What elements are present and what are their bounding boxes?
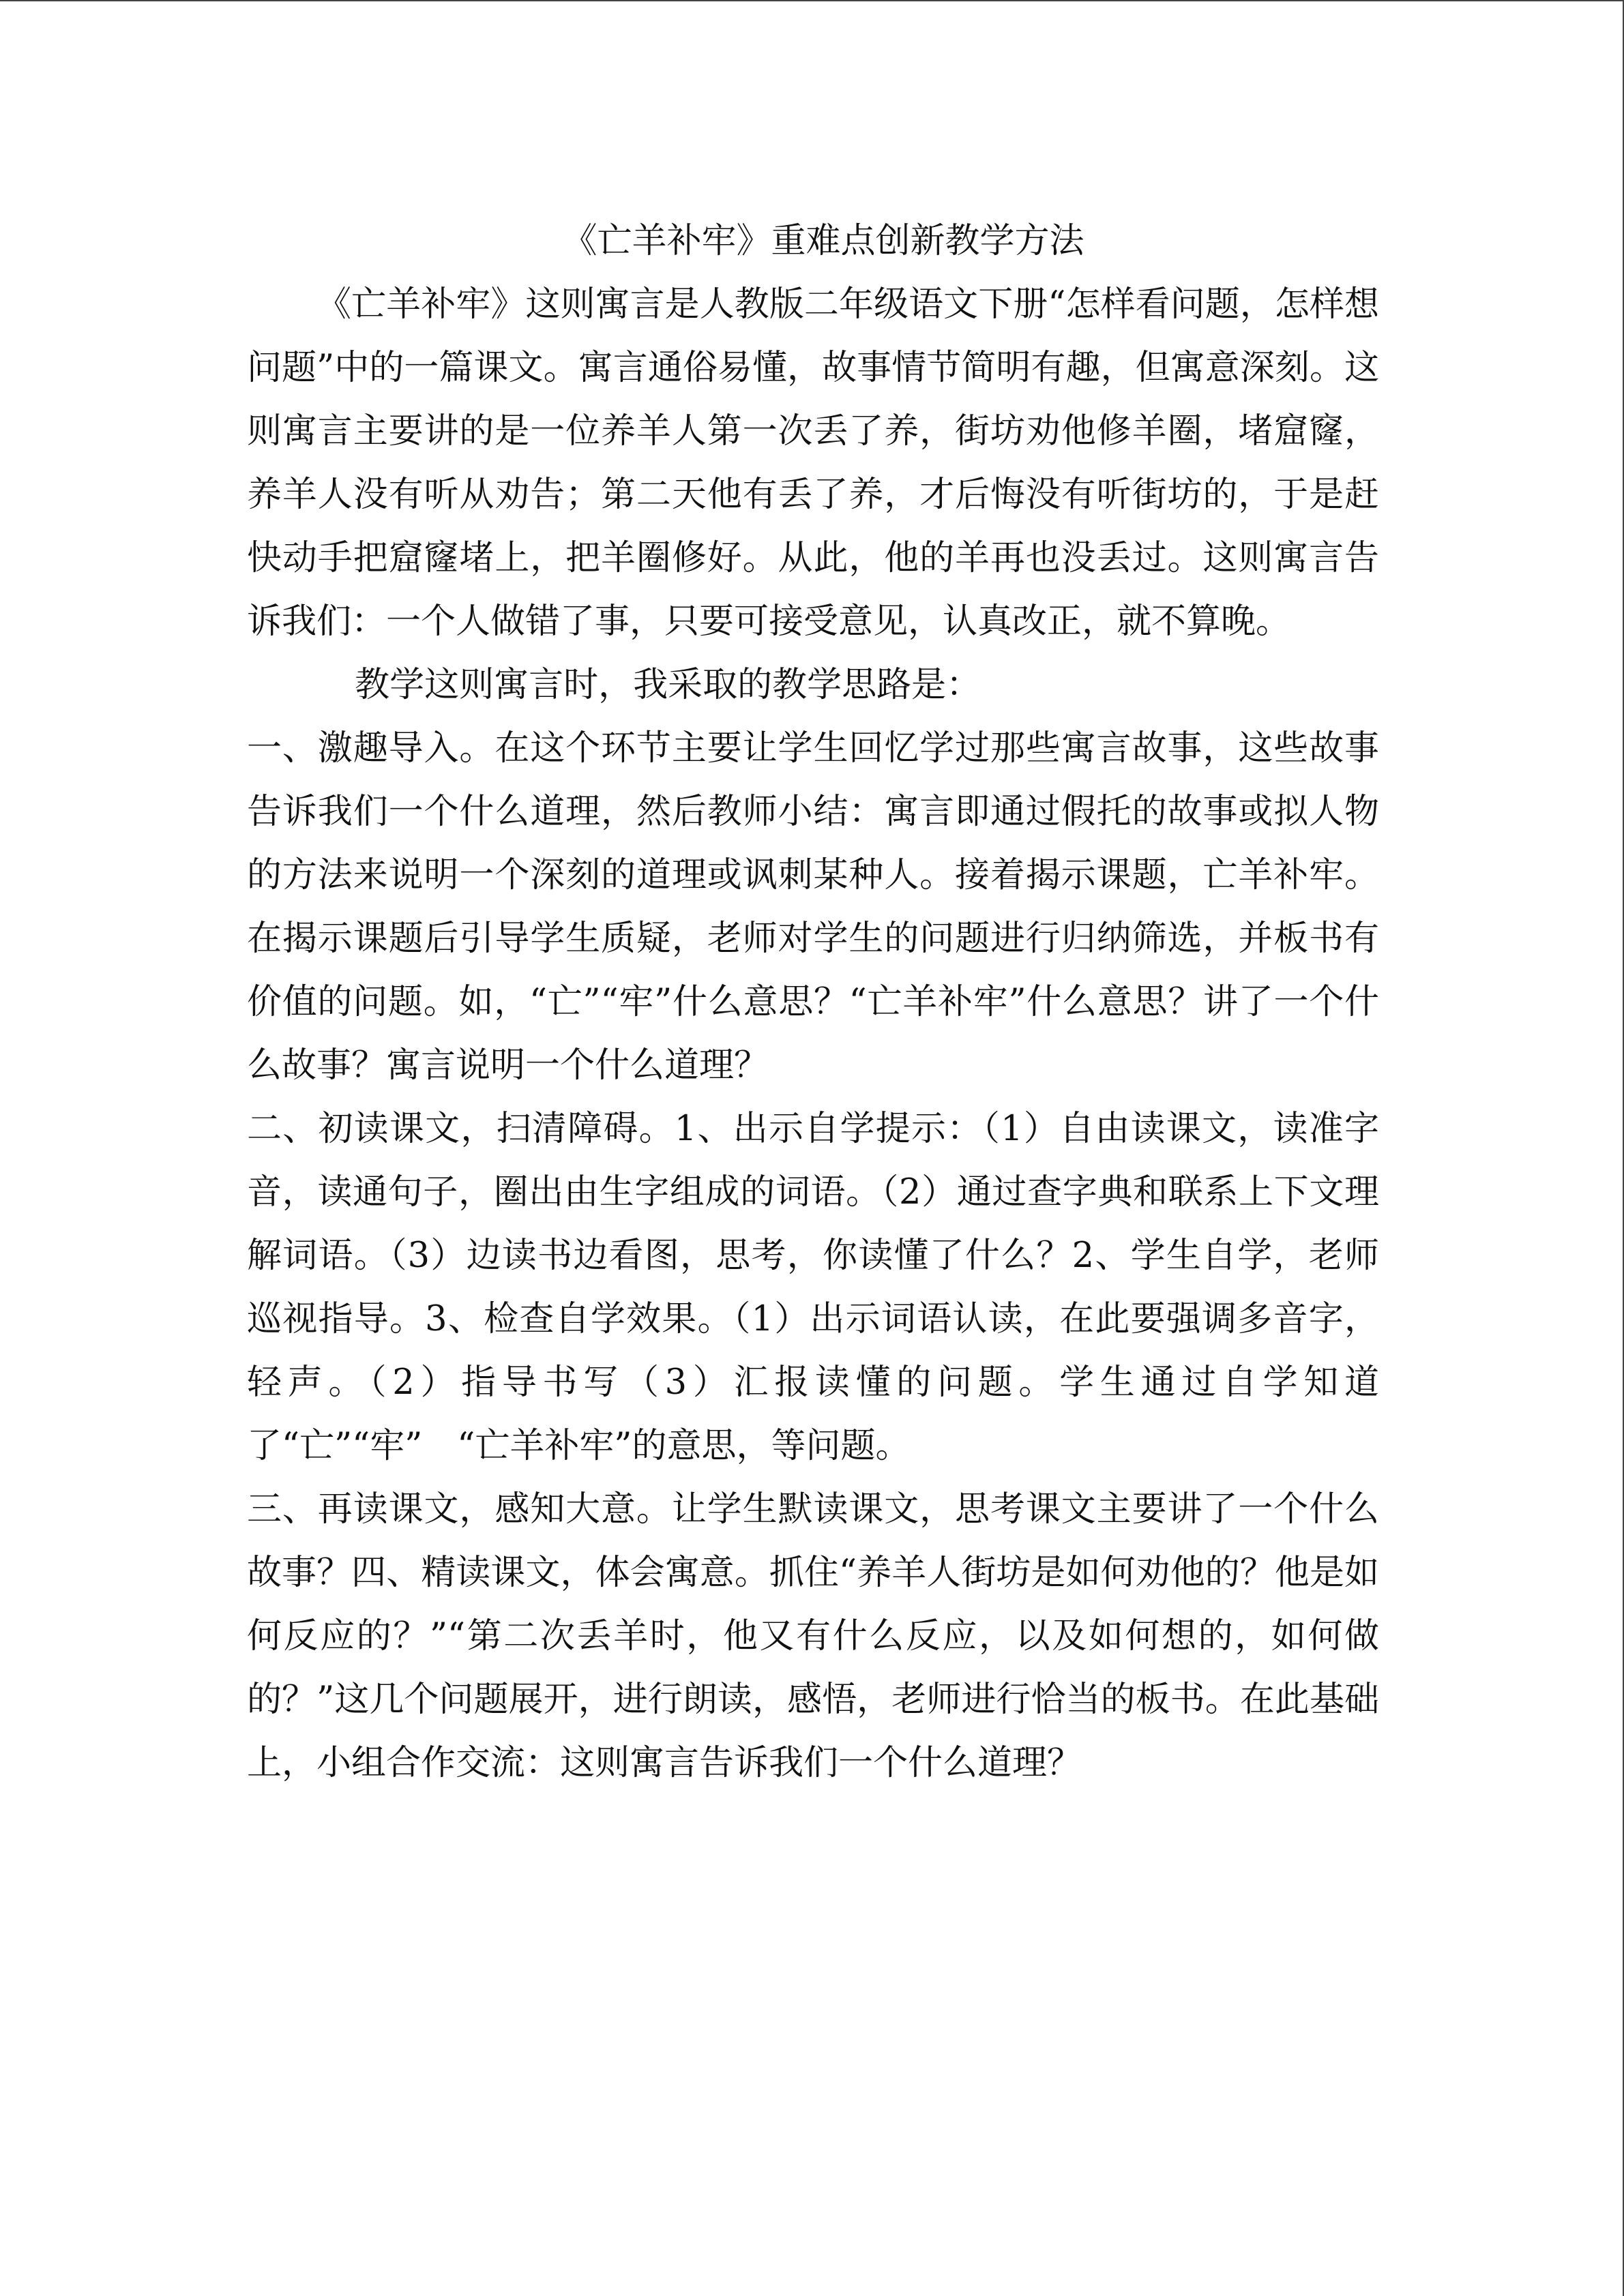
paragraph-step-one: 一、激趣导入。在这个环节主要让学生回忆学过那些寓言故事，这些故事告诉我们一个什么道理，然后教师小结：寓言即通过假托的故事或拟人物的方法来说明一个深刻的道理或讽刺某种人。接着揭示课题，亡羊补牢。在揭示课题后引导学生质疑，老师对学生的问题进行归纳筛选，并板书有价值的问题。如，“亡”“牢”什么意思？“亡羊补牢”什么意思？讲了一个什么故事？寓言说明一个什么道理？ [247, 728, 1379, 1086]
document-body [247, 209, 1379, 1795]
paragraph-intro: 《亡羊补牢》这则寓言是人教版二年级语文下册“怎样看问题，怎样想问题”中的一篇课文。寓言通俗易懂，故事情节简明有趣，但寓意深刻。这则寓言主要讲的是一位养羊人第一次丢了养，街坊劝他修羊圈，堵窟窿，养羊人没有听从劝告；第二天他有丢了养，才后悔没有听街坊的，于是赶快动手把窟窿堵上，把羊圈修好。从此，他的羊再也没丢过。这则寓言告诉我们：一个人做错了事，只要可接受意见，认真改正，就不算晚。 [247, 284, 1379, 642]
paragraph-teaching-approach: 教学这则寓言时，我采取的教学思路是： [355, 665, 981, 705]
document-title: 《亡羊补牢》重难点创新教学方法 [562, 221, 1084, 261]
paragraph-step-three-four: 三、再读课文，感知大意。让学生默读课文，思考课文主要讲了一个什么故事？四、精读课文，体会寓意。抓住“养羊人街坊是如何劝他的？他是如何反应的？”“第二次丢羊时，他又有什么反应，以及如何想的，如何做的？”这几个问题展开，进行朗读，感悟，老师进行恰当的板书。在此基础上，小组合作交流：这则寓言告诉我们一个什么道理？ [247, 1489, 1379, 1783]
paragraph-step-two: 二、初读课文，扫清障碍。1、出示自学提示：（1）自由读课文，读准字音，读通句子，圈出由生字组成的词语。（2）通过查字典和联系上下文理解词语。（3）边读书边看图，思考，你读懂了什么？2、学生自学，老师巡视指导。3、检查自学效果。（1）出示词语认读，在此要强调多音字，轻声。（2）指导书写（3）汇报读懂的问题。学生通过自学知道了“亡”“牢” “亡羊补牢”的意思，等问题。 [247, 1109, 1379, 1466]
